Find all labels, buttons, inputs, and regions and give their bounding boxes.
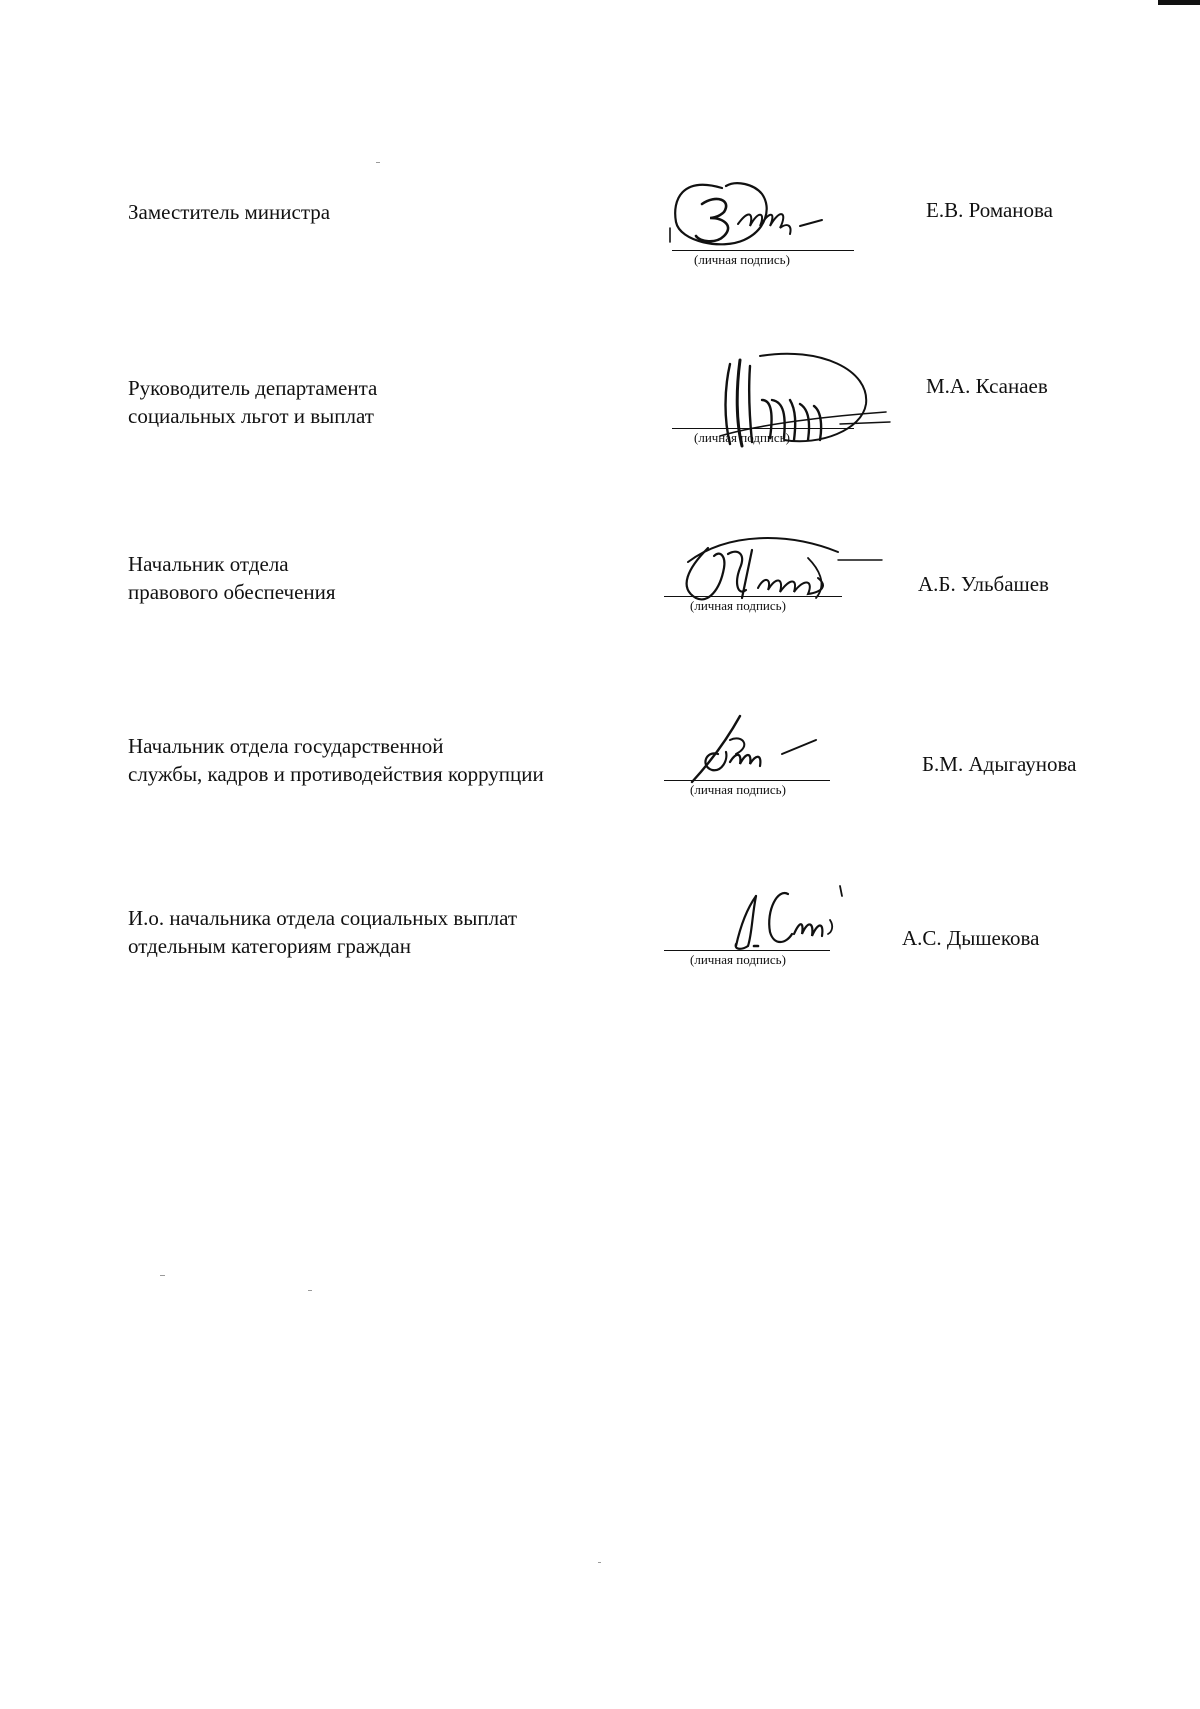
position-title-line: И.о. начальника отдела социальных выплат (128, 906, 518, 930)
signature-caption: (личная подпись) (694, 252, 790, 267)
handwritten-signature (662, 170, 872, 260)
handwritten-signature (700, 880, 860, 960)
signatory-name: Б.М. Адыгаунова (922, 752, 1077, 776)
signatory-name: А.Б. Ульбашев (918, 572, 1049, 596)
signature-caption: (личная подпись) (694, 430, 790, 445)
signature-caption: (личная подпись) (690, 952, 786, 967)
position-title-line: социальных льгот и выплат (128, 404, 374, 428)
handwritten-signature (670, 710, 850, 790)
position-title (128, 550, 336, 606)
signatory-name: Е.В. Романова (926, 198, 1054, 222)
position-title (128, 732, 544, 788)
corner-scan-mark (1158, 0, 1200, 5)
position-title-line: Руководитель департамента (128, 376, 378, 400)
signature-line (672, 428, 854, 429)
position-title-line: правового обеспечения (128, 580, 336, 604)
position-title (128, 198, 330, 226)
signature-caption: (личная подпись) (690, 598, 786, 613)
position-title-line: Начальник отдела государственной (128, 734, 444, 758)
scan-speck (598, 1562, 601, 1563)
position-title-line: отдельным категориям граждан (128, 934, 411, 958)
position-title-line: службы, кадров и противодействия коррупции (128, 762, 544, 786)
signature-line (672, 250, 854, 251)
position-title (128, 374, 377, 430)
signatory-name: М.А. Ксанаев (926, 374, 1048, 398)
scan-speck (308, 1290, 312, 1291)
scan-speck (160, 1275, 165, 1276)
signatory-name: А.С. Дышекова (902, 926, 1040, 950)
scan-speck (376, 162, 380, 163)
position-title (128, 904, 517, 960)
signature-line (664, 596, 842, 597)
signature-line (664, 780, 830, 781)
signature-line (664, 950, 830, 951)
position-title-line: Заместитель министра (128, 200, 331, 224)
signature-caption: (личная подпись) (690, 782, 786, 797)
position-title-line: Начальник отдела (128, 552, 289, 576)
